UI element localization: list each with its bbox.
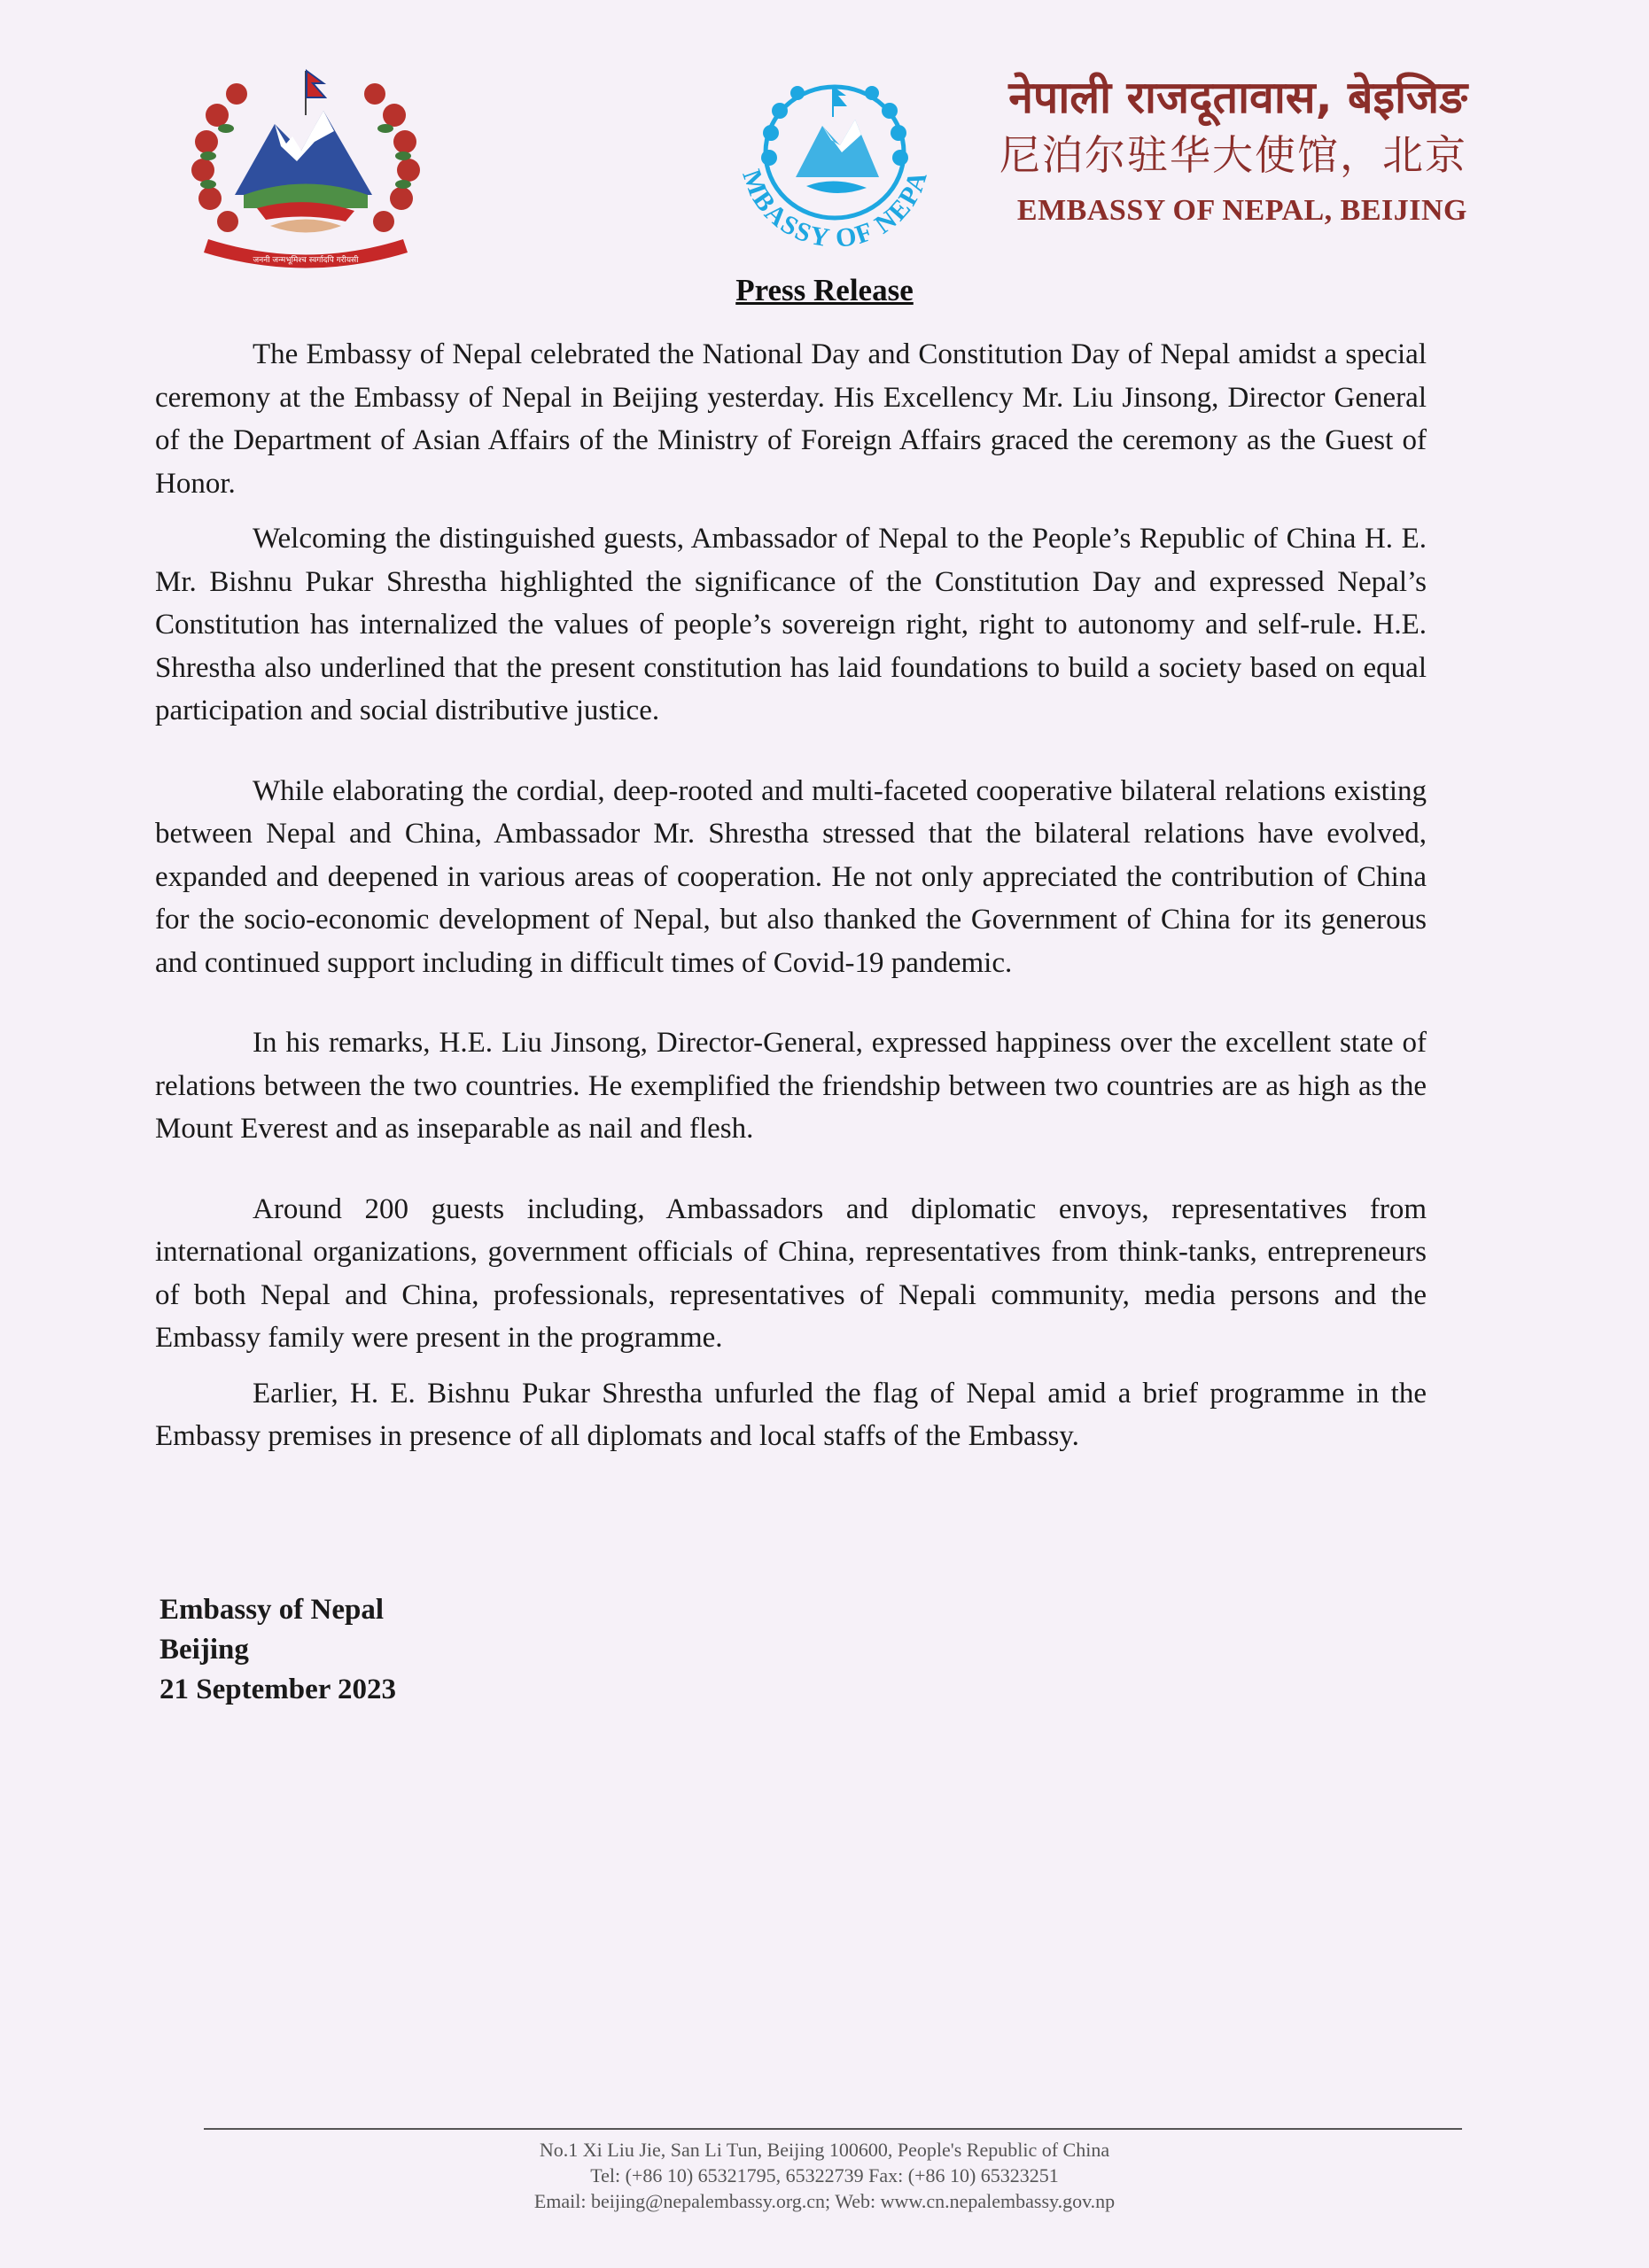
document-title: Press Release: [735, 273, 914, 307]
letterhead: [1000, 69, 1467, 232]
seal-text: MBASSY OF NEPA: [736, 166, 934, 253]
signature-city: Beijing: [159, 1634, 249, 1666]
nepal-coat-of-arms-icon: [182, 62, 430, 275]
press-release-body: [155, 333, 1427, 1458]
embassy-seal-icon: [718, 71, 953, 279]
signature-block: [159, 1590, 396, 1710]
footer-contact: Email: beijing@nepalembassy.org.cn; Web: www.cn.nepalembassy.gov.np: [533, 2190, 1116, 2212]
paragraph-4: In his remarks, H.E. Liu Jinsong, Director-General, expressed happiness over the excellent state of relations between the two countries. He exemplified the friendship between two countries are as high as the Mount Everest and as inseparable as nail and flesh.: [155, 1027, 1427, 1145]
signature-org: Embassy of Nepal: [159, 1594, 385, 1626]
paragraph-2: Welcoming the distinguished guests, Ambassador of Nepal to the People’s Republic of China H. E. Mr. Bishnu Pukar Shrestha highlighted the significance of the Constitution Day and expressed Nepal’s Constitution has internalized the values of people’s sovereign right, right to autonomy and self-rule. H.E. Shrestha also underlined that the present constitution has laid foundations to build a society based on equal participation and social distributive justice.: [155, 523, 1427, 726]
paragraph-3: While elaborating the cordial, deep-rooted and multi-faceted cooperative bilateral relations existing between Nepal and China, Ambassador Mr. Shrestha stressed that the bilateral relations have evolved, expanded and deepened in various areas of cooperation. He not only appreciated the contribution of China for the socio-economic development of Nepal, but also thanked the Government of China for its generous and continued support including in difficult times of Covid-19 pandemic.: [155, 774, 1427, 979]
paragraph-5: Around 200 guests including, Ambassadors and diplomatic envoys, representatives from international organizations, government officials of China, representatives from think-tanks, entrepreneurs of both Nepal and China, professionals, representatives of Nepali community, media persons and the Embassy family were present in the programme.: [155, 1192, 1427, 1354]
signature-date: 21 September 2023: [159, 1674, 397, 1705]
footer: [0, 2137, 1649, 2214]
paragraph-6: Earlier, H. E. Bishnu Pukar Shrestha unfurled the flag of Nepal amid a brief programme in the Embassy premises in presence of all diplomats and local staffs of the Embassy.: [155, 1377, 1427, 1452]
footer-address: No.1 Xi Liu Jie, San Li Tun, Beijing 100600, People's Republic of China: [539, 2139, 1110, 2161]
letterhead-english: EMBASSY OF NEPAL, BEIJING: [1016, 194, 1467, 227]
emblem-motto: जननी जन्मभूमिश्च स्वर्गादपि गरीयसी: [253, 256, 359, 265]
letterhead-chinese: 尼泊尔驻华大使馆，北京: [1000, 131, 1467, 179]
footer-phone: Tel: (+86 10) 65321795, 65322739 Fax: (+86 10) 65323251: [590, 2164, 1059, 2186]
footer-divider: [204, 2128, 1462, 2130]
letterhead-nepali: नेपाली राजदूतावास, बेइजिङ: [1008, 72, 1467, 123]
paragraph-1: The Embassy of Nepal celebrated the National Day and Constitution Day of Nepal amidst a special ceremony at the Embassy of Nepal in Beijing yesterday. His Excellency Mr. Liu Jinsong, Director General of the Department of Asian Affairs of the Ministry of Foreign Affairs graced the ceremony as the Guest of Honor.: [155, 338, 1427, 500]
